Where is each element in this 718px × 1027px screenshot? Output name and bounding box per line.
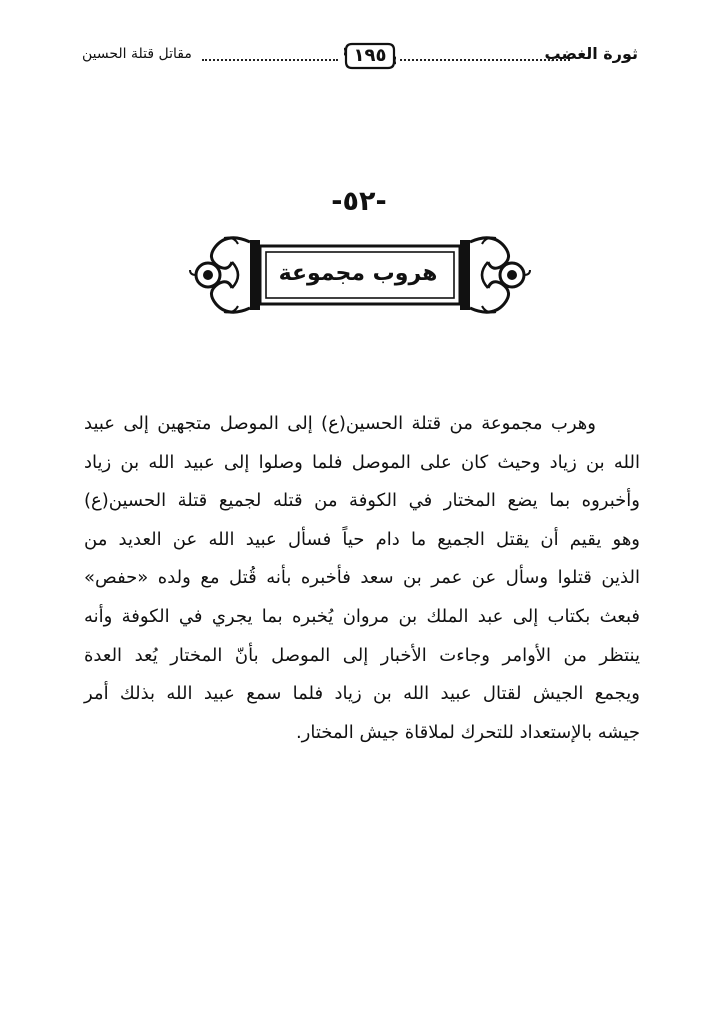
chapter-number: -٥٢- xyxy=(331,186,387,217)
chapter-title: هروب مجموعة xyxy=(278,261,438,286)
body-line: الله بن زياد وحيث كان على الموصل فلما وصلوا إلى عبيد الله بن زياد xyxy=(84,451,640,473)
body-line: وأخبروه بما يضع المختار في الكوفة من قتله لجميع قتلة الحسين(ع) xyxy=(84,490,640,512)
body-line: جيشه بالإستعداد للتحرك لملاقاة جيش المختار. xyxy=(295,721,640,743)
body-line: فبعث بكتاب إلى عبد الملك بن مروان يُخبره بما يجري في الكوفة وأنه xyxy=(84,605,640,627)
body-line: ينتظر من الأوامر وجاءت الأخبار إلى الموصل بأنّ المختار يُعد العدة xyxy=(84,644,640,666)
running-header xyxy=(82,40,638,74)
body-line: وهو يقيم أن يقتل الجميع ما دام حياً فسأل عبيد الله عن العديد من xyxy=(84,528,640,550)
body-line: الذين قتلوا وسأل عن عمر بن سعد فأخبره بأنه قُتل مع ولده «حفص» xyxy=(84,567,640,589)
book-title: ثورة الغضب xyxy=(544,44,638,63)
section-title: مقاتل قتلة الحسين xyxy=(82,46,192,62)
body-paragraph xyxy=(84,405,640,752)
page-number: ١٩٥ xyxy=(353,45,387,66)
page-number-frame xyxy=(344,40,396,72)
body-line: وهرب مجموعة من قتلة الحسين(ع) إلى الموصل متجهين إلى عبيد xyxy=(84,413,596,434)
leader-dots-left xyxy=(202,59,338,61)
body-line: ويجمع الجيش لقتال عبيد الله بن زياد فلما سمع عبيد الله بذلك أمر xyxy=(84,683,640,705)
